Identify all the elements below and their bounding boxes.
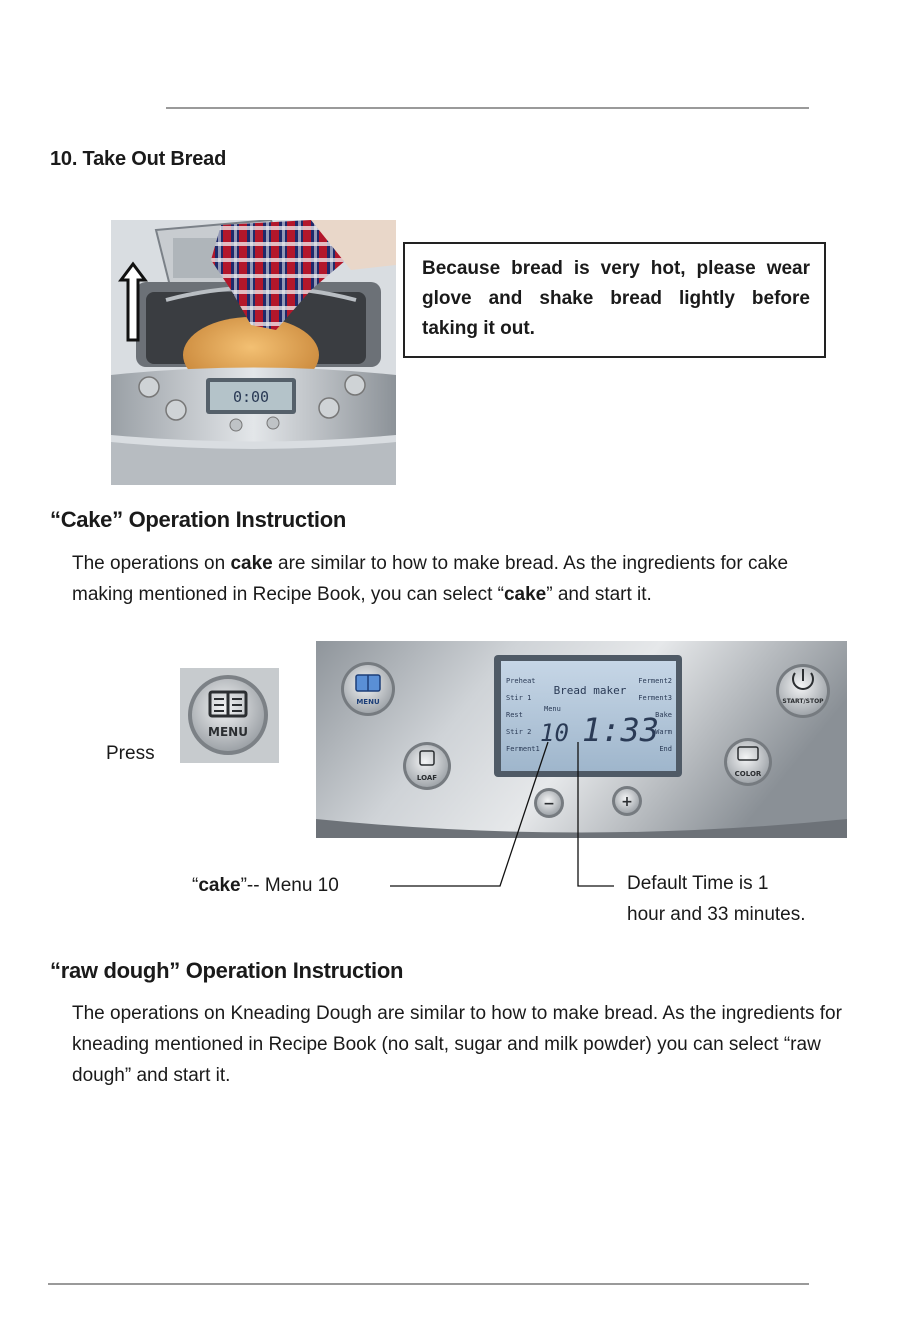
cake-para-text-3: ” and start it. (546, 584, 652, 605)
panel-color-label: COLOR (734, 770, 762, 778)
raw-dough-instructions-paragraph: The operations on Kneading Dough are similar to how to make bread. As the ingredients for kneading mentioned in Recipe Book (no salt, sugar and milk powder) you can select “raw dough” and start it. (72, 1003, 842, 1086)
lcd-left-label-3: Rest (506, 711, 523, 719)
cake-callout-rest: ”-- Menu 10 (240, 875, 339, 896)
section-heading-raw-dough: “raw dough” Operation Instruction (50, 958, 404, 983)
cake-callout-quote: “ (192, 875, 199, 896)
default-time-line-1: Default Time is 1 (627, 873, 769, 894)
panel-start-stop-label: START/STOP (782, 698, 824, 705)
cake-para-text-2: are similar to how to make bread. As the ingredients for cake making mentioned in Recipe Book, you can select “ (72, 553, 789, 605)
section-heading-take-out-bread: 10. Take Out Bread (50, 148, 227, 170)
panel-loaf-label: LOAF (416, 774, 438, 782)
menu-button-label: MENU (208, 725, 248, 739)
section-heading-cake: “Cake” Operation Instruction (50, 507, 346, 532)
plus-icon: + (621, 794, 633, 810)
cake-callout-line (390, 742, 548, 886)
lcd-right-label-4: Warm (655, 728, 672, 736)
lcd-title: Bread maker (553, 684, 627, 697)
default-time-line-2: hour and 33 minutes. (627, 904, 806, 925)
lcd-right-label-5: End (659, 745, 672, 753)
lcd-menu-label: Menu (544, 705, 561, 713)
lcd-right-label-2: Ferment3 (638, 694, 672, 702)
cake-menu-callout (192, 870, 339, 901)
photo-lcd-time: 0:00 (232, 388, 270, 406)
minus-icon: − (543, 796, 555, 812)
hot-bread-warning-box: Because bread is very hot, please wear glove and shake bread lightly before taking it out. (403, 242, 826, 358)
lcd-menu-number: 10 (540, 719, 569, 747)
lcd-right-label-3: Bake (655, 711, 672, 719)
panel-menu-label: MENU (356, 698, 380, 706)
lcd-right-label-1: Ferment2 (638, 677, 672, 685)
lcd-left-label-1: Preheat (506, 677, 536, 685)
cake-para-bold-1: cake (230, 553, 273, 574)
cake-para-bold-2: cake (503, 584, 547, 605)
press-label: Press (106, 743, 155, 764)
bottom-divider (48, 1283, 809, 1285)
cake-para-text-1: The operations on (72, 553, 231, 574)
cake-callout-bold: cake (198, 875, 241, 896)
lcd-left-label-4: Stir 2 (506, 728, 532, 736)
lcd-left-label-5: Ferment1 (506, 745, 540, 753)
lcd-time: 1:33 (582, 711, 660, 749)
time-callout-line (578, 742, 614, 886)
lcd-left-label-2: Stir 1 (506, 694, 532, 702)
default-time-callout (627, 868, 806, 930)
